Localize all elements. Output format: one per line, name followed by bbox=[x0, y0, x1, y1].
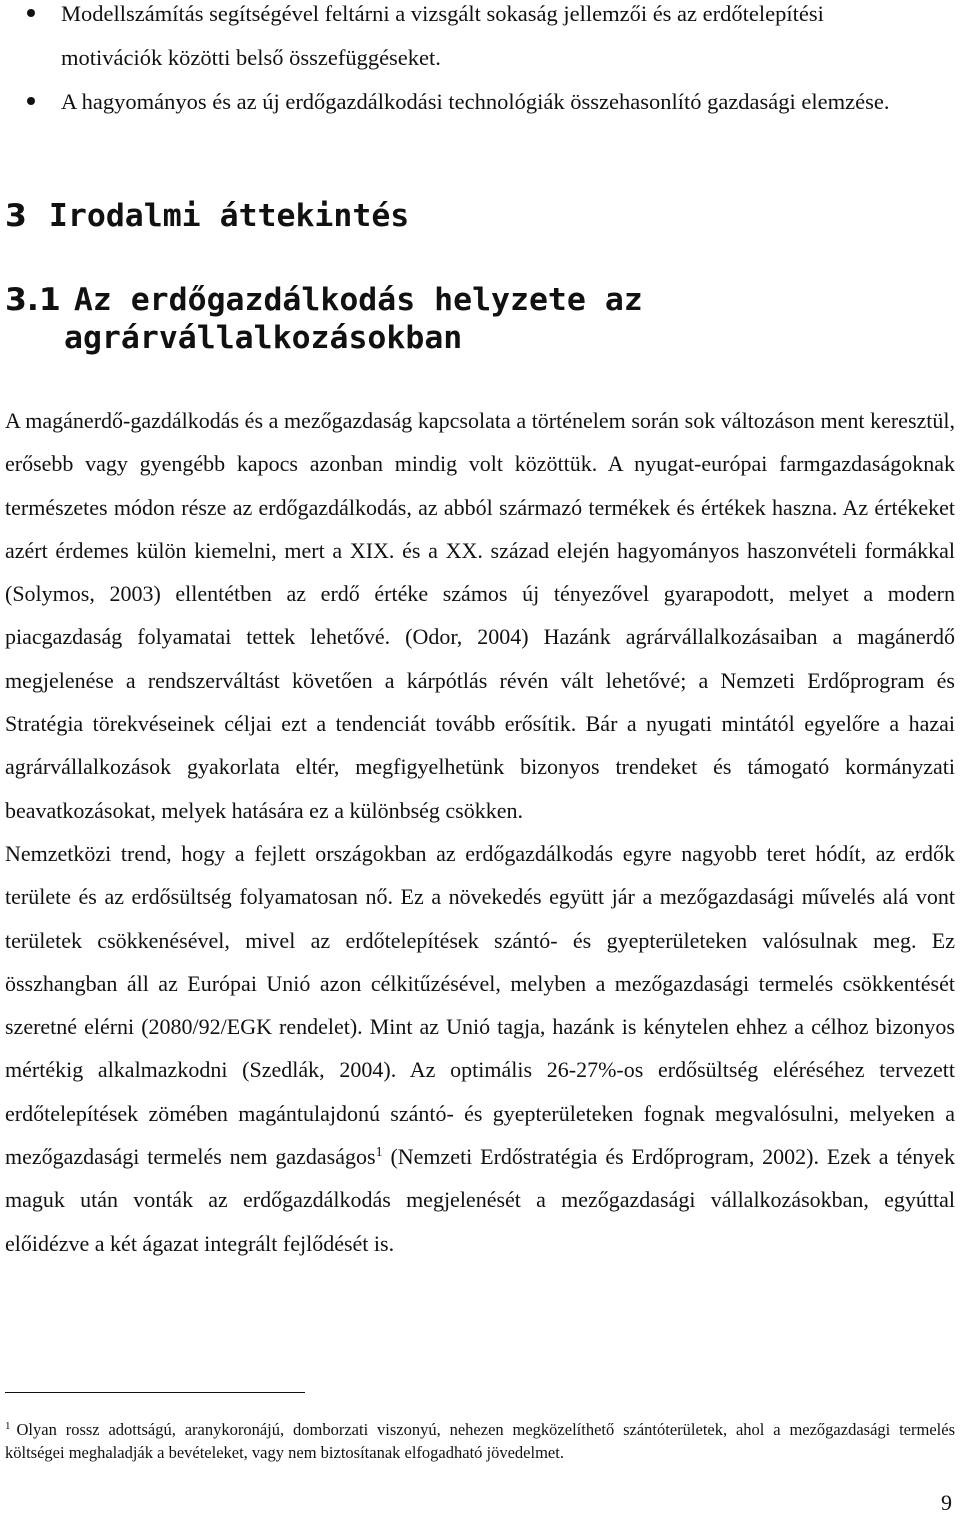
subsection-title-line2: agrárvállalkozásokban bbox=[64, 320, 463, 356]
bullet-text: A hagyományos és az új erdőgazdálkodási technológiák összehasonlító gazdasági elemzése. bbox=[61, 89, 890, 114]
section-number: 3 bbox=[5, 198, 27, 234]
subsection-title-line1: Az erdőgazdálkodás helyzete az bbox=[73, 282, 643, 318]
page-number: 9 bbox=[941, 1490, 952, 1515]
list-item bbox=[0, 80, 960, 124]
paragraph: A magánerdő-gazdálkodás és a mezőgazdaság kapcsolata a történelem során sok változáson ment keresztül, erősebb vagy gyengébb kapocs azonban mindig volt közöttük. A nyugat-európai farmgazdaságoknak természetes módon része az erdőgazdálkodás, az abból származó termékek és értékek haszna. Az értékeket azért érdemes külön kiemelni, mert a XIX. és a XX. század elején hagyományos haszonvételi formákkal (Solymos, 2003) ellentétben az erdő értéke számos új tényezővel gyarapodott, melyet a modern piacgazdaság folyamatai tettek lehetővé. (Odor, 2004) Hazánk agrárvállalkozásaiban a magánerdő megjelenése a rendszerváltást követően a kárpótlás révén vált lehetővé; a Nemzeti Erdőprogram és Stratégia törekvéseinek céljai ezt a tendenciát tovább erősítik. Bár a nyugati mintától egyelőre a hazai agrárvállalkozások gyakorlata eltér, megfigyelhetünk bizonyos trendeket és támogató kormányzati beavatkozásokat, melyek hatására ez a különbség csökken. bbox=[5, 408, 955, 823]
list-item bbox=[0, 0, 960, 80]
footnote-text: Olyan rossz adottságú, aranykoronájú, domborzati viszonyú, nehezen megközelíthető szántóterületek, ahol a mezőgazdasági termelés költségei meghaladják a bevételeket, vagy nem biztosítanak elfogadható jövedelmet. bbox=[5, 1420, 955, 1462]
footnote-reference[interactable]: 1 bbox=[375, 1145, 383, 1161]
paragraph bbox=[5, 832, 955, 1265]
objectives-bullet-list bbox=[0, 0, 960, 124]
subsection-number: 3.1 bbox=[5, 282, 61, 318]
footnote-marker: 1 bbox=[5, 1420, 11, 1432]
subsection-heading bbox=[5, 281, 643, 357]
paragraph-text: Nemzetközi trend, hogy a fejlett országokban az erdőgazdálkodás egyre nagyobb teret hódít, az erdők területe és az erdősültség folyamatosan nő. Ez a növekedés együtt jár a mezőgazdasági művelés alá vont területek csökkenésével, mivel az erdőtelepítések szántó- és gyepterületeken valósulnak meg. Ez összhangban áll az Európai Unió azon célkitűzésével, melyben a mezőgazdasági termelés csökkentését szeretné elérni (2080/92/EGK rendelet). Mint az Unió tagja, hazánk is kénytelen ehhez a célhoz bizonyos mértékig alkalmazkodni (Szedlák, 2004). Az optimális 26-27%-os erdősültség eléréséhez tervezett erdőtelepítések zömében magántulajdonú szántó- és gyepterületeken fognak megvalósulni, melyeken a mezőgazdasági termelés nem gazdaságos bbox=[5, 840, 955, 1170]
section-title: Irodalmi áttekintés bbox=[48, 198, 410, 234]
paragraph-text: (Nemzeti Erdőstratégia és Erdőprogram, 2002). Ezek a tények maguk után vonták az erdőgazdálkodás megjelenését a mezőgazdasági vállalkozásokban, egyúttal előidézve a két ágazat integrált fejlődését is. bbox=[5, 1144, 956, 1256]
footnote-separator bbox=[5, 1392, 305, 1393]
section-heading bbox=[5, 194, 409, 238]
bullet-text: Modellszámítás segítségével feltárni a vizsgált sokaság jellemzői és az erdőtelepítési motivációk közötti belső összefüggéseket. bbox=[61, 1, 824, 70]
body-text bbox=[5, 399, 955, 1265]
bullet-icon bbox=[27, 97, 35, 105]
footnote bbox=[5, 1418, 955, 1464]
bullet-icon bbox=[27, 9, 35, 17]
